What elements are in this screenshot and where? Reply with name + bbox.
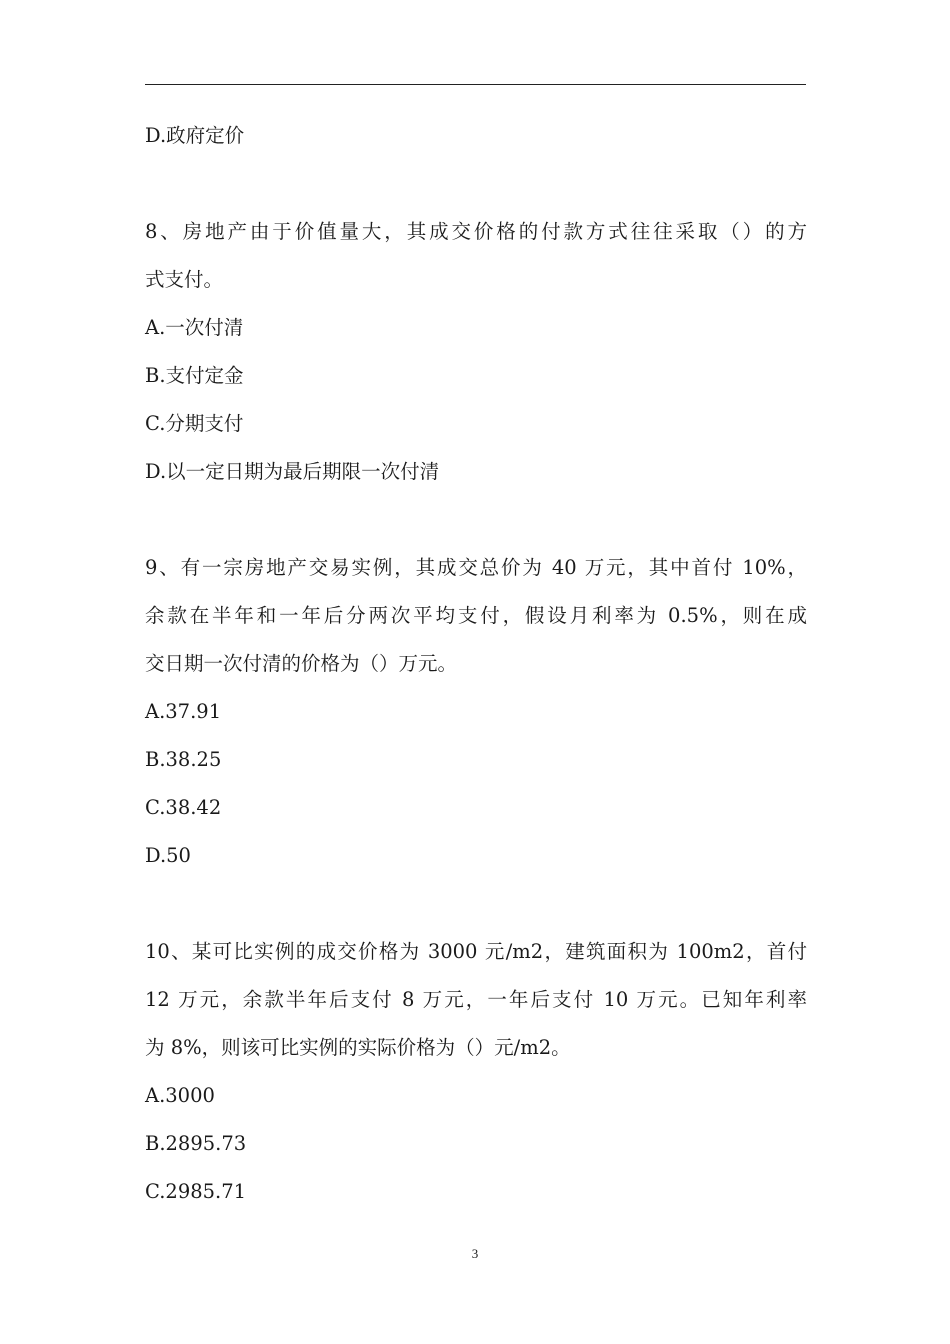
- q10-option-a: A.3000: [145, 1084, 215, 1107]
- spacer: [145, 880, 807, 928]
- q9-option-c: C.38.42: [145, 796, 222, 819]
- spacer: [145, 496, 807, 544]
- q8-option-b: B.支付定金: [145, 364, 244, 387]
- q10-stem-line-2: 12 万元，余款半年后支付 8 万元，一年后支付 10 万元。已知年利率: [145, 988, 807, 1011]
- q7-option-d: D.政府定价: [145, 124, 245, 147]
- spacer: [145, 160, 807, 208]
- q8-option-d: D.以一定日期为最后期限一次付清: [145, 460, 440, 483]
- q9-stem-line-1: 9、有一宗房地产交易实例，其成交总价为 40 万元，其中首付 10%，: [145, 556, 807, 579]
- page-content: [145, 112, 807, 1216]
- q9-option-a: A.37.91: [145, 700, 222, 723]
- header-rule: [145, 84, 806, 85]
- q9-option-b: B.38.25: [145, 748, 222, 771]
- q9-option-d: D.50: [145, 844, 191, 867]
- q8-option-c: C.分期支付: [145, 412, 244, 435]
- q10-option-c: C.2985.71: [145, 1180, 247, 1203]
- q10-stem-line-3: 为 8%，则该可比实例的实际价格为（）元/m2。: [145, 1036, 571, 1059]
- q9-stem-line-3: 交日期一次付清的价格为（）万元。: [145, 652, 458, 675]
- q8-stem-line-1: 8、房地产由于价值量大，其成交价格的付款方式往往采取（）的方: [145, 220, 807, 243]
- q8-stem-line-2: 式支付。: [145, 268, 224, 291]
- q8-option-a: A.一次付清: [145, 316, 244, 339]
- page-number: 3: [471, 1246, 479, 1261]
- q9-stem-line-2: 余款在半年和一年后分两次平均支付，假设月利率为 0.5%，则在成: [145, 604, 807, 627]
- q10-stem-line-1: 10、某可比实例的成交价格为 3000 元/m2，建筑面积为 100m2，首付: [145, 940, 807, 963]
- q10-option-b: B.2895.73: [145, 1132, 247, 1155]
